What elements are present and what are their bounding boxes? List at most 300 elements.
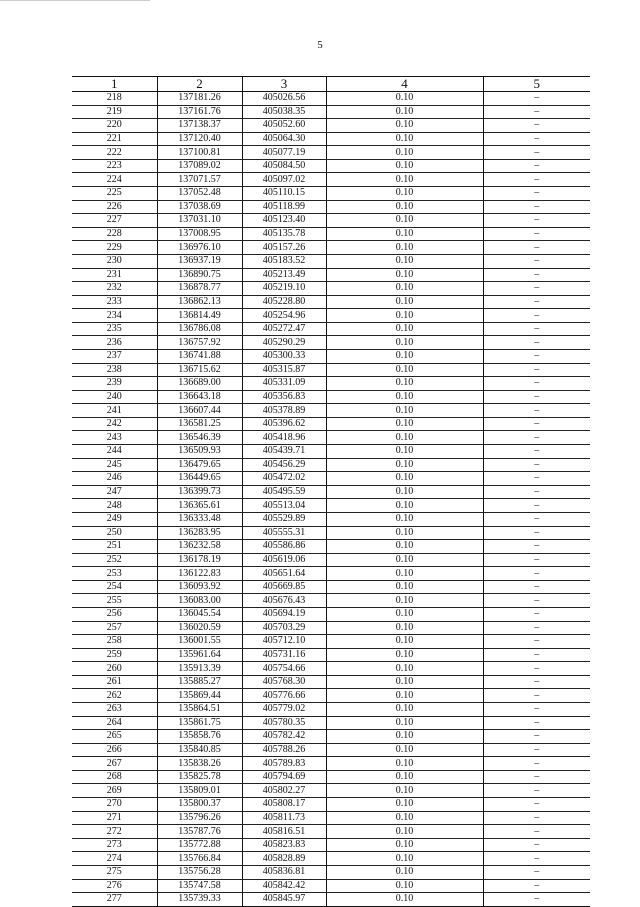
point-number-cell: 237 [72, 349, 157, 363]
accuracy-cell: 0.10 [326, 295, 483, 309]
table-row [72, 282, 590, 296]
note-cell: – [483, 417, 590, 431]
table-row [72, 893, 590, 907]
note-cell: – [483, 594, 590, 608]
point-number-cell: 262 [72, 689, 157, 703]
coord-y-cell: 405513.04 [242, 499, 326, 513]
point-number-cell: 276 [72, 879, 157, 893]
point-number-cell: 254 [72, 580, 157, 594]
point-number-cell: 266 [72, 743, 157, 757]
point-number-cell: 245 [72, 458, 157, 472]
coord-x-cell: 136862.13 [157, 295, 242, 309]
table-row [72, 553, 590, 567]
table-row [72, 784, 590, 798]
coord-x-cell: 136020.59 [157, 621, 242, 635]
note-cell: – [483, 472, 590, 486]
accuracy-cell: 0.10 [326, 214, 483, 228]
coord-y-cell: 405788.26 [242, 743, 326, 757]
accuracy-cell: 0.10 [326, 268, 483, 282]
table-row [72, 743, 590, 757]
coord-x-cell: 136581.25 [157, 417, 242, 431]
point-number-cell: 255 [72, 594, 157, 608]
coord-y-cell: 405802.27 [242, 784, 326, 798]
coord-x-cell: 135796.26 [157, 811, 242, 825]
accuracy-cell: 0.10 [326, 526, 483, 540]
coord-y-cell: 405123.40 [242, 214, 326, 228]
accuracy-cell: 0.10 [326, 757, 483, 771]
note-cell: – [483, 865, 590, 879]
coord-y-cell: 405842.42 [242, 879, 326, 893]
coord-x-cell: 136083.00 [157, 594, 242, 608]
coord-y-cell: 405135.78 [242, 227, 326, 241]
accuracy-cell: 0.10 [326, 770, 483, 784]
coord-x-cell: 136741.88 [157, 349, 242, 363]
table-row [72, 540, 590, 554]
coord-x-cell: 135869.44 [157, 689, 242, 703]
coord-x-cell: 135747.58 [157, 879, 242, 893]
note-cell: – [483, 377, 590, 391]
coord-y-cell: 405228.80 [242, 295, 326, 309]
table-row [72, 309, 590, 323]
coord-y-cell: 405676.43 [242, 594, 326, 608]
coord-x-cell: 137138.37 [157, 119, 242, 133]
table-row [72, 458, 590, 472]
coord-x-cell: 135825.78 [157, 770, 242, 784]
note-cell: – [483, 499, 590, 513]
point-number-cell: 222 [72, 146, 157, 160]
coord-y-cell: 405331.09 [242, 377, 326, 391]
accuracy-cell: 0.10 [326, 241, 483, 255]
table-row [72, 689, 590, 703]
coord-x-cell: 137038.69 [157, 200, 242, 214]
note-cell: – [483, 404, 590, 418]
table-row [72, 567, 590, 581]
coord-x-cell: 136283.95 [157, 526, 242, 540]
coord-x-cell: 135961.64 [157, 648, 242, 662]
table-row [72, 146, 590, 160]
coord-y-cell: 405272.47 [242, 322, 326, 336]
table-row [72, 336, 590, 350]
coord-y-cell: 405619.06 [242, 553, 326, 567]
note-cell: – [483, 485, 590, 499]
point-number-cell: 277 [72, 893, 157, 907]
note-cell: – [483, 214, 590, 228]
coord-y-cell: 405118.99 [242, 200, 326, 214]
accuracy-cell: 0.10 [326, 119, 483, 133]
point-number-cell: 244 [72, 445, 157, 459]
point-number-cell: 259 [72, 648, 157, 662]
note-cell: – [483, 757, 590, 771]
point-number-cell: 246 [72, 472, 157, 486]
table-row [72, 635, 590, 649]
point-number-cell: 257 [72, 621, 157, 635]
point-number-cell: 230 [72, 254, 157, 268]
coord-x-cell: 136122.83 [157, 567, 242, 581]
point-number-cell: 223 [72, 159, 157, 173]
coord-y-cell: 405439.71 [242, 445, 326, 459]
point-number-cell: 252 [72, 553, 157, 567]
coord-y-cell: 405038.35 [242, 105, 326, 119]
table-row [72, 607, 590, 621]
coord-y-cell: 405183.52 [242, 254, 326, 268]
table-row [72, 716, 590, 730]
coord-y-cell: 405782.42 [242, 730, 326, 744]
note-cell: – [483, 770, 590, 784]
point-number-cell: 243 [72, 431, 157, 445]
point-number-cell: 271 [72, 811, 157, 825]
table-row [72, 295, 590, 309]
accuracy-cell: 0.10 [326, 132, 483, 146]
coord-x-cell: 137071.57 [157, 173, 242, 187]
table-row [72, 377, 590, 391]
coord-x-cell: 136643.18 [157, 390, 242, 404]
table-row [72, 648, 590, 662]
coord-y-cell: 405356.83 [242, 390, 326, 404]
point-number-cell: 272 [72, 825, 157, 839]
point-number-cell: 274 [72, 852, 157, 866]
coord-y-cell: 405845.97 [242, 893, 326, 907]
accuracy-cell: 0.10 [326, 716, 483, 730]
note-cell: – [483, 838, 590, 852]
accuracy-cell: 0.10 [326, 254, 483, 268]
note-cell: – [483, 200, 590, 214]
accuracy-cell: 0.10 [326, 159, 483, 173]
coord-y-cell: 405694.19 [242, 607, 326, 621]
note-cell: – [483, 187, 590, 201]
table-row [72, 187, 590, 201]
column-header-4: 4 [326, 77, 483, 92]
note-cell: – [483, 689, 590, 703]
coord-y-cell: 405315.87 [242, 363, 326, 377]
coord-x-cell: 135772.88 [157, 838, 242, 852]
table-body [72, 92, 590, 907]
coord-y-cell: 405808.17 [242, 798, 326, 812]
accuracy-cell: 0.10 [326, 200, 483, 214]
coord-y-cell: 405529.89 [242, 512, 326, 526]
table-row [72, 241, 590, 255]
accuracy-cell: 0.10 [326, 499, 483, 513]
accuracy-cell: 0.10 [326, 322, 483, 336]
coord-x-cell: 136937.19 [157, 254, 242, 268]
note-cell: – [483, 336, 590, 350]
accuracy-cell: 0.10 [326, 363, 483, 377]
point-number-cell: 250 [72, 526, 157, 540]
coord-y-cell: 405396.62 [242, 417, 326, 431]
note-cell: – [483, 703, 590, 717]
table-row [72, 757, 590, 771]
coordinates-table [72, 76, 590, 907]
coord-y-cell: 405077.19 [242, 146, 326, 160]
note-cell: – [483, 811, 590, 825]
note-cell: – [483, 852, 590, 866]
note-cell: – [483, 159, 590, 173]
table-row [72, 594, 590, 608]
point-number-cell: 221 [72, 132, 157, 146]
point-number-cell: 241 [72, 404, 157, 418]
note-cell: – [483, 743, 590, 757]
column-header-3: 3 [242, 77, 326, 92]
point-number-cell: 219 [72, 105, 157, 119]
coord-y-cell: 405768.30 [242, 675, 326, 689]
point-number-cell: 268 [72, 770, 157, 784]
coord-y-cell: 405789.83 [242, 757, 326, 771]
coord-y-cell: 405811.73 [242, 811, 326, 825]
point-number-cell: 235 [72, 322, 157, 336]
accuracy-cell: 0.10 [326, 227, 483, 241]
table-row [72, 349, 590, 363]
coord-y-cell: 405213.49 [242, 268, 326, 282]
point-number-cell: 264 [72, 716, 157, 730]
coord-y-cell: 405794.69 [242, 770, 326, 784]
note-cell: – [483, 662, 590, 676]
accuracy-cell: 0.10 [326, 336, 483, 350]
accuracy-cell: 0.10 [326, 377, 483, 391]
accuracy-cell: 0.10 [326, 553, 483, 567]
coord-y-cell: 405290.29 [242, 336, 326, 350]
accuracy-cell: 0.10 [326, 635, 483, 649]
coord-y-cell: 405097.02 [242, 173, 326, 187]
note-cell: – [483, 282, 590, 296]
note-cell: – [483, 146, 590, 160]
coord-y-cell: 405780.35 [242, 716, 326, 730]
accuracy-cell: 0.10 [326, 703, 483, 717]
point-number-cell: 238 [72, 363, 157, 377]
table-row [72, 132, 590, 146]
accuracy-cell: 0.10 [326, 349, 483, 363]
coord-x-cell: 136607.44 [157, 404, 242, 418]
accuracy-cell: 0.10 [326, 865, 483, 879]
table-row [72, 390, 590, 404]
accuracy-cell: 0.10 [326, 417, 483, 431]
point-number-cell: 275 [72, 865, 157, 879]
coord-x-cell: 135838.26 [157, 757, 242, 771]
table-row [72, 865, 590, 879]
coord-x-cell: 135766.84 [157, 852, 242, 866]
accuracy-cell: 0.10 [326, 621, 483, 635]
accuracy-cell: 0.10 [326, 146, 483, 160]
note-cell: – [483, 553, 590, 567]
point-number-cell: 234 [72, 309, 157, 323]
column-header-5: 5 [483, 77, 590, 92]
point-number-cell: 229 [72, 241, 157, 255]
note-cell: – [483, 635, 590, 649]
point-number-cell: 239 [72, 377, 157, 391]
table-row [72, 798, 590, 812]
note-cell: – [483, 798, 590, 812]
note-cell: – [483, 254, 590, 268]
accuracy-cell: 0.10 [326, 404, 483, 418]
coord-x-cell: 137089.02 [157, 159, 242, 173]
coord-y-cell: 405052.60 [242, 119, 326, 133]
coord-x-cell: 136715.62 [157, 363, 242, 377]
table-row [72, 499, 590, 513]
accuracy-cell: 0.10 [326, 485, 483, 499]
note-cell: – [483, 105, 590, 119]
coord-x-cell: 135756.28 [157, 865, 242, 879]
accuracy-cell: 0.10 [326, 607, 483, 621]
accuracy-cell: 0.10 [326, 512, 483, 526]
note-cell: – [483, 607, 590, 621]
accuracy-cell: 0.10 [326, 784, 483, 798]
coord-y-cell: 405828.89 [242, 852, 326, 866]
point-number-cell: 228 [72, 227, 157, 241]
coord-y-cell: 405823.83 [242, 838, 326, 852]
table-row [72, 254, 590, 268]
note-cell: – [483, 92, 590, 106]
accuracy-cell: 0.10 [326, 105, 483, 119]
note-cell: – [483, 309, 590, 323]
table-row [72, 472, 590, 486]
accuracy-cell: 0.10 [326, 540, 483, 554]
coord-x-cell: 136689.00 [157, 377, 242, 391]
coord-y-cell: 405157.26 [242, 241, 326, 255]
note-cell: – [483, 526, 590, 540]
note-cell: – [483, 716, 590, 730]
coord-x-cell: 135787.76 [157, 825, 242, 839]
coord-x-cell: 136509.93 [157, 445, 242, 459]
coord-y-cell: 405776.66 [242, 689, 326, 703]
coord-x-cell: 136449.65 [157, 472, 242, 486]
accuracy-cell: 0.10 [326, 798, 483, 812]
point-number-cell: 273 [72, 838, 157, 852]
point-number-cell: 253 [72, 567, 157, 581]
coord-x-cell: 136878.77 [157, 282, 242, 296]
coord-x-cell: 135861.75 [157, 716, 242, 730]
top-edge-mark [0, 0, 150, 1]
coord-x-cell: 137100.81 [157, 146, 242, 160]
point-number-cell: 249 [72, 512, 157, 526]
coord-x-cell: 136786.08 [157, 322, 242, 336]
note-cell: – [483, 322, 590, 336]
coord-y-cell: 405816.51 [242, 825, 326, 839]
point-number-cell: 240 [72, 390, 157, 404]
table-row [72, 485, 590, 499]
coord-x-cell: 135809.01 [157, 784, 242, 798]
coord-y-cell: 405472.02 [242, 472, 326, 486]
table-row [72, 445, 590, 459]
table-row [72, 227, 590, 241]
accuracy-cell: 0.10 [326, 431, 483, 445]
point-number-cell: 260 [72, 662, 157, 676]
table-row [72, 838, 590, 852]
coord-y-cell: 405219.10 [242, 282, 326, 296]
accuracy-cell: 0.10 [326, 282, 483, 296]
note-cell: – [483, 445, 590, 459]
note-cell: – [483, 268, 590, 282]
coord-x-cell: 137008.95 [157, 227, 242, 241]
table-row [72, 512, 590, 526]
accuracy-cell: 0.10 [326, 743, 483, 757]
coord-x-cell: 136757.92 [157, 336, 242, 350]
coord-x-cell: 136001.55 [157, 635, 242, 649]
accuracy-cell: 0.10 [326, 689, 483, 703]
table-row [72, 580, 590, 594]
point-number-cell: 251 [72, 540, 157, 554]
note-cell: – [483, 730, 590, 744]
note-cell: – [483, 648, 590, 662]
coord-y-cell: 405110.15 [242, 187, 326, 201]
accuracy-cell: 0.10 [326, 445, 483, 459]
coord-y-cell: 405703.29 [242, 621, 326, 635]
coord-y-cell: 405731.16 [242, 648, 326, 662]
coord-x-cell: 136890.75 [157, 268, 242, 282]
coord-y-cell: 405495.59 [242, 485, 326, 499]
coord-y-cell: 405254.96 [242, 309, 326, 323]
table-row [72, 811, 590, 825]
coord-x-cell: 136814.49 [157, 309, 242, 323]
note-cell: – [483, 119, 590, 133]
point-number-cell: 233 [72, 295, 157, 309]
column-header-2: 2 [157, 77, 242, 92]
coord-x-cell: 136232.58 [157, 540, 242, 554]
point-number-cell: 242 [72, 417, 157, 431]
coord-x-cell: 137161.76 [157, 105, 242, 119]
note-cell: – [483, 540, 590, 554]
coord-y-cell: 405300.33 [242, 349, 326, 363]
table-row [72, 879, 590, 893]
accuracy-cell: 0.10 [326, 458, 483, 472]
note-cell: – [483, 567, 590, 581]
coord-x-cell: 135858.76 [157, 730, 242, 744]
point-number-cell: 269 [72, 784, 157, 798]
page-number: 5 [317, 39, 323, 51]
note-cell: – [483, 390, 590, 404]
accuracy-cell: 0.10 [326, 567, 483, 581]
note-cell: – [483, 825, 590, 839]
coord-y-cell: 405779.02 [242, 703, 326, 717]
accuracy-cell: 0.10 [326, 173, 483, 187]
note-cell: – [483, 893, 590, 907]
coord-y-cell: 405669.85 [242, 580, 326, 594]
coord-x-cell: 136045.54 [157, 607, 242, 621]
column-header-1: 1 [72, 77, 157, 92]
accuracy-cell: 0.10 [326, 390, 483, 404]
accuracy-cell: 0.10 [326, 580, 483, 594]
note-cell: – [483, 580, 590, 594]
coord-x-cell: 136365.61 [157, 499, 242, 513]
point-number-cell: 231 [72, 268, 157, 282]
table-row [72, 173, 590, 187]
note-cell: – [483, 458, 590, 472]
coord-x-cell: 135840.85 [157, 743, 242, 757]
coord-x-cell: 135885.27 [157, 675, 242, 689]
note-cell: – [483, 621, 590, 635]
point-number-cell: 220 [72, 119, 157, 133]
note-cell: – [483, 879, 590, 893]
note-cell: – [483, 784, 590, 798]
coord-x-cell: 135864.51 [157, 703, 242, 717]
coord-x-cell: 136399.73 [157, 485, 242, 499]
coord-y-cell: 405456.29 [242, 458, 326, 472]
coord-y-cell: 405586.86 [242, 540, 326, 554]
note-cell: – [483, 173, 590, 187]
point-number-cell: 225 [72, 187, 157, 201]
note-cell: – [483, 295, 590, 309]
table-row [72, 268, 590, 282]
coord-y-cell: 405378.89 [242, 404, 326, 418]
coord-y-cell: 405064.30 [242, 132, 326, 146]
table-row [72, 852, 590, 866]
note-cell: – [483, 512, 590, 526]
coord-y-cell: 405712.10 [242, 635, 326, 649]
coord-y-cell: 405651.64 [242, 567, 326, 581]
accuracy-cell: 0.10 [326, 675, 483, 689]
point-number-cell: 232 [72, 282, 157, 296]
table-row [72, 703, 590, 717]
accuracy-cell: 0.10 [326, 648, 483, 662]
table-row [72, 417, 590, 431]
note-cell: – [483, 349, 590, 363]
